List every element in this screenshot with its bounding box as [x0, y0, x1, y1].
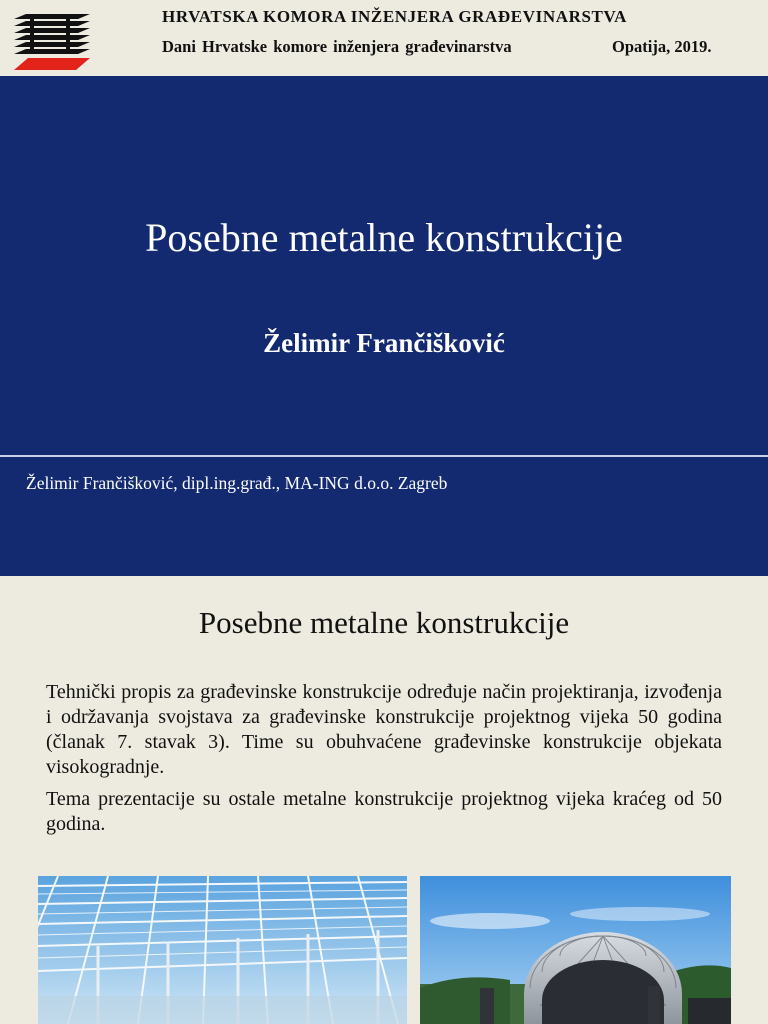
organization-name: HRVATSKA KOMORA INŽENJERA GRAĐEVINARSTVA: [162, 7, 628, 26]
title-slide: [0, 76, 768, 576]
slide-divider: [0, 455, 768, 457]
body-paragraph: Tehnički propis za građevinske konstrukcije određuje način projektiranja, izvođenja i održavanja svojstava za građevinske konstrukcije projektnog vijeka 50 godina (članak 7. stavak 3). Time su obuhvaćene građevinske konstrukcije objekata visokogradnje.: [46, 681, 722, 778]
slide-title: Posebne metalne konstrukcije: [145, 215, 623, 260]
content-slide: [0, 576, 768, 1024]
geodesic-dome-stage-photo: [420, 876, 731, 1024]
slide-heading: Posebne metalne konstrukcije: [198, 605, 570, 640]
place-date: Opatija, 2019.: [612, 37, 712, 56]
body-paragraph: Tema prezentacije su ostale metalne konstrukcije projektnog vijeka kraćeg od 50 godina.: [46, 788, 722, 835]
chamber-logo-icon: [12, 10, 92, 72]
page-header: [0, 0, 768, 76]
slide-body: [46, 680, 722, 844]
greenhouse-photo: [38, 876, 407, 1024]
slide-footer: Želimir Frančišković, dipl.ing.građ., MA-ING d.o.o. Zagreb: [26, 473, 448, 493]
slide-author: Želimir Frančišković: [263, 328, 505, 358]
event-name: Dani Hrvatske komore inženjera građevinarstva: [162, 37, 512, 56]
